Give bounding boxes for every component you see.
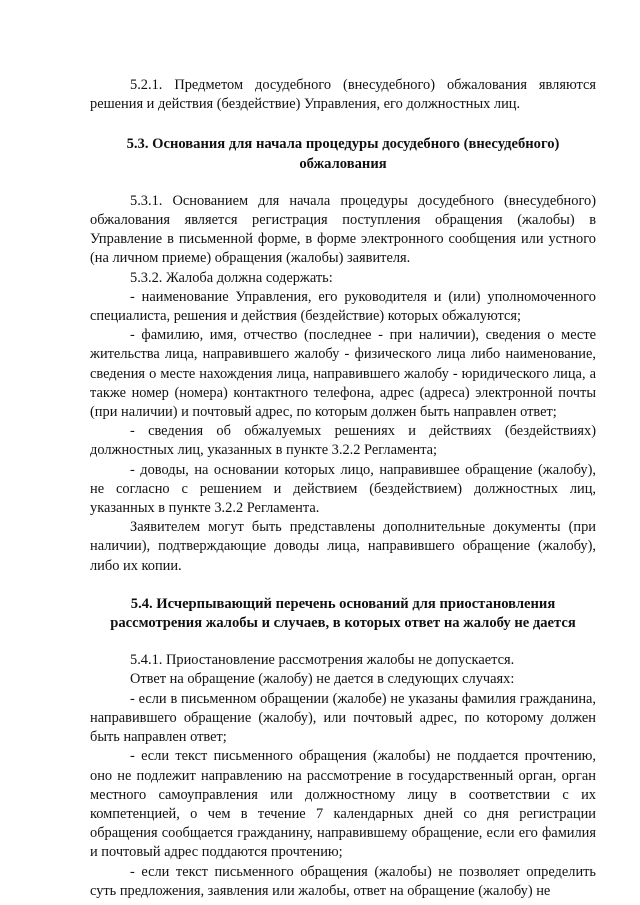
list-item-complaint-content: - сведения об обжалуемых решениях и действиях (бездействиях) должностных лиц, указанных в пункте 3.2.2 Регламента; [90, 423, 596, 459]
heading-5-3: 5.3. Основания для начала процедуры досудебного (внесудебного) обжалования [126, 136, 560, 172]
heading-5-4: 5.4. Исчерпывающий перечень оснований для приостановления рассмотрения жалобы и случаев, в которых ответ на жалобу не дается [110, 595, 576, 632]
list-item-no-answer-case: - если текст письменного обращения (жалобы) не поддается прочтению, оно не подлежит направлению на рассмотрение в государственный орган, орган местного самоуправления или должностному лицу в соответствии с их компетенцией, о чем в течение 7 календарных дней со дня регистрации обращения сообщается гражданину, направившему обращение, если его фамилия и почтовый адрес поддаются прочтению; [90, 748, 596, 861]
paragraph-5-2-1: 5.2.1. Предметом досудебного (внесудебного) обжалования являются решения и действия (бездействие) Управления, его должностных лиц. [90, 77, 596, 113]
list-item-complaint-content: - наименование Управления, его руководителя и (или) уполномоченного специалиста, решения и действия (бездействие) которых обжалуются; [90, 288, 596, 325]
paragraph-5-3-2: 5.3.2. Жалоба должна содержать: [130, 269, 333, 286]
document-body [90, 76, 596, 901]
paragraph-no-answer: Ответ на обращение (жалобу) не дается в следующих случаях: [130, 671, 515, 688]
list-item-complaint-content: - фамилию, имя, отчество (последнее - при наличии), сведения о месте жительства лица, направившего жалобу - физического лица либо наименование, сведения о месте нахождения лица, направившего жалобу - юридического лица, а также номер (номера) контактного телефона, адрес (адреса) электронной почты (при наличии) и почтовый адрес, по которым должен быть направлен ответ; [90, 327, 596, 421]
paragraph-additional-documents: Заявителем могут быть представлены дополнительные документы (при наличии), подтверждающие доводы лица, направившего обращение (жалобу), либо их копии. [90, 519, 596, 574]
paragraph-5-4-1: 5.4.1. Приостановление рассмотрения жалобы не допускается. [130, 652, 515, 669]
list-item-no-answer-case: - если текст письменного обращения (жалобы) не позволяет определить суть предложения, заявления или жалобы, ответ на обращение (жалобу) не [90, 863, 596, 899]
list-item-complaint-content: - доводы, на основании которых лицо, направившее обращение (жалобу), не согласно с решением и действием (бездействием) должностных лиц, указанных в пункте 3.2.2 Регламента. [90, 461, 596, 517]
paragraph-5-3-1: 5.3.1. Основанием для начала процедуры досудебного (внесудебного) обжалования является регистрация поступления обращения (жалобы) в Управление в письменной форме, в форме электронного сообщения или устного (на личном приеме) обращения (жалобы) заявителя. [90, 192, 596, 267]
list-item-no-answer-case: - если в письменном обращении (жалобе) не указаны фамилия гражданина, направившего обращение (жалобу), или почтовый адрес, по которому должен быть направлен ответ; [90, 690, 596, 746]
